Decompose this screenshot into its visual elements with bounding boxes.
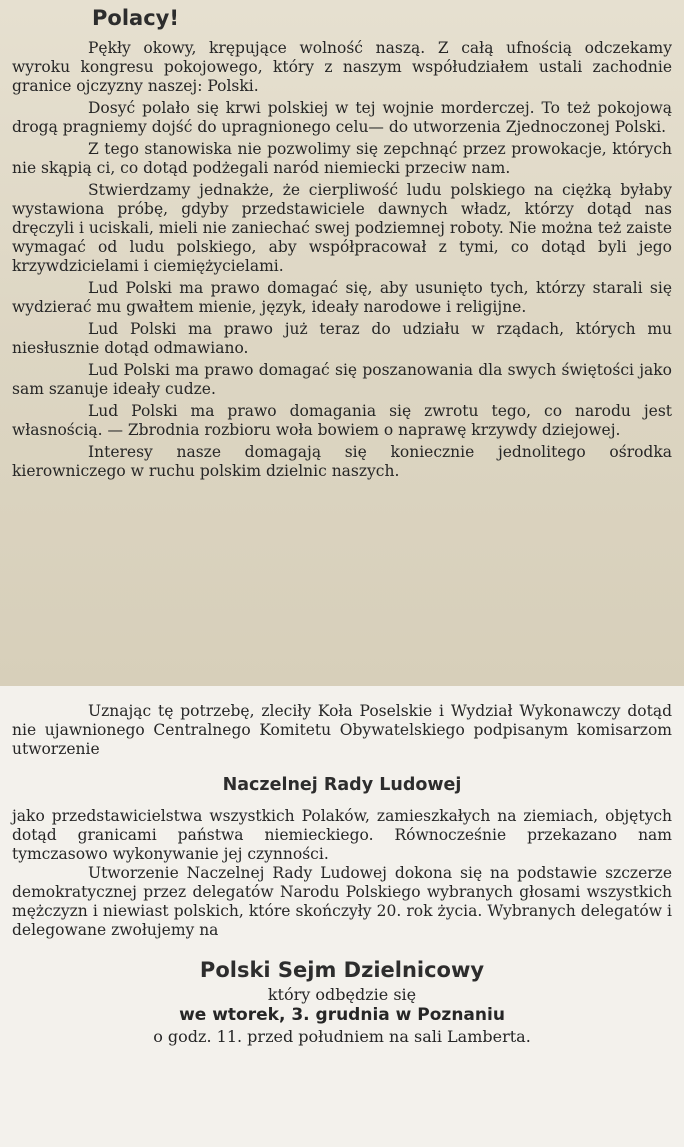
proclamation-title: Polacy! bbox=[92, 6, 179, 30]
ktory-line: który odbędzie się bbox=[267, 985, 417, 1004]
paragraph-7: Lud Polski ma prawo domagać się poszanowania dla swych świętości jako sam szanuje ideały cudze. bbox=[12, 361, 672, 398]
announcement-section bbox=[0, 686, 684, 1147]
paragraph-3: Z tego stanowiska nie pozwolimy się zepchnąć przez prowokacje, których nie skąpią ci, co dotąd podżegali naród niemiecki przeciw nam. bbox=[12, 140, 672, 177]
paragraph-9: Interesy nasze domagają się koniecznie jednolitego ośrodka kierowniczego w ruchu polskim dzielnic naszych. bbox=[12, 443, 672, 480]
rada-paragraph: jako przedstawicielstwa wszystkich Polaków, zamieszkałych na ziemiach, objętych dotąd granicami państwa niemieckiego. Równocześnie przekazano nam tymczasowo wykonywanie jej czynności. bbox=[12, 807, 672, 863]
paragraph-1: Pękły okowy, krępujące wolność naszą. Z całą ufnością odczekamy wyroku kongresu pokojowego, który z naszym współudziałem ustali zachodnie granice ojczyzny naszej: Polski. bbox=[12, 39, 672, 95]
paragraph-6: Lud Polski ma prawo już teraz do udziału w rządach, których mu niesłusznie dotąd odmawiano. bbox=[12, 320, 672, 357]
utworzenie-paragraph: Utworzenie Naczelnej Rady Ludowej dokona się na podstawie szczerze demokratycznej przez delegatów Narodu Polskiego wybranych głosami wszystkich mężczyzn i niewiast polskich, które skończyły 20. rok życia. Wybranych delegatów i delegowane zwołujemy na bbox=[12, 864, 672, 939]
intro-paragraph: Uznając tę potrzebę, zleciły Koła Poselskie i Wydział Wykonawczy dotąd nie ujawnionego Centralnego Komitetu Obywatelskiego podpisanym komisarzom utworzenie bbox=[12, 702, 672, 758]
rada-heading: Naczelnej Rady Ludowej bbox=[222, 775, 462, 795]
paragraph-5: Lud Polski ma prawo domagać się, aby usunięto tych, którzy starali się wydzierać mu gwałtem mienie, język, ideały narodowe i religijne. bbox=[12, 279, 672, 316]
paragraph-4: Stwierdzamy jednakże, że cierpliwość ludu polskiego na ciężką byłaby wystawiona próbę, gdyby przedstawiciele dawnych władz, którzy dotąd nas dręczyli i uciskali, mieli nie zaniechać swej podziemnej roboty. Nie można też zaiste wymagać od ludu polskiego, aby współpracował z tymi, co dotąd byli jego krzywdzicielami i ciemiężycielami. bbox=[12, 181, 672, 275]
date-line: we wtorek, 3. grudnia w Poznaniu bbox=[179, 1005, 505, 1025]
time-line: o godz. 11. przed południem na sali Lamberta. bbox=[153, 1027, 531, 1046]
paragraph-2: Dosyć polało się krwi polskiej w tej wojnie morderczej. To też pokojową drogą pragniemy dojść do upragnionego celu— do utworzenia Zjednoczonej Polski. bbox=[12, 99, 672, 136]
paragraph-8: Lud Polski ma prawo domagania się zwrotu tego, co narodu jest własnością. — Zbrodnia rozbioru woła bowiem o naprawę krzywdy dziejowej. bbox=[12, 402, 672, 439]
sejm-heading: Polski Sejm Dzielnicowy bbox=[199, 958, 485, 982]
